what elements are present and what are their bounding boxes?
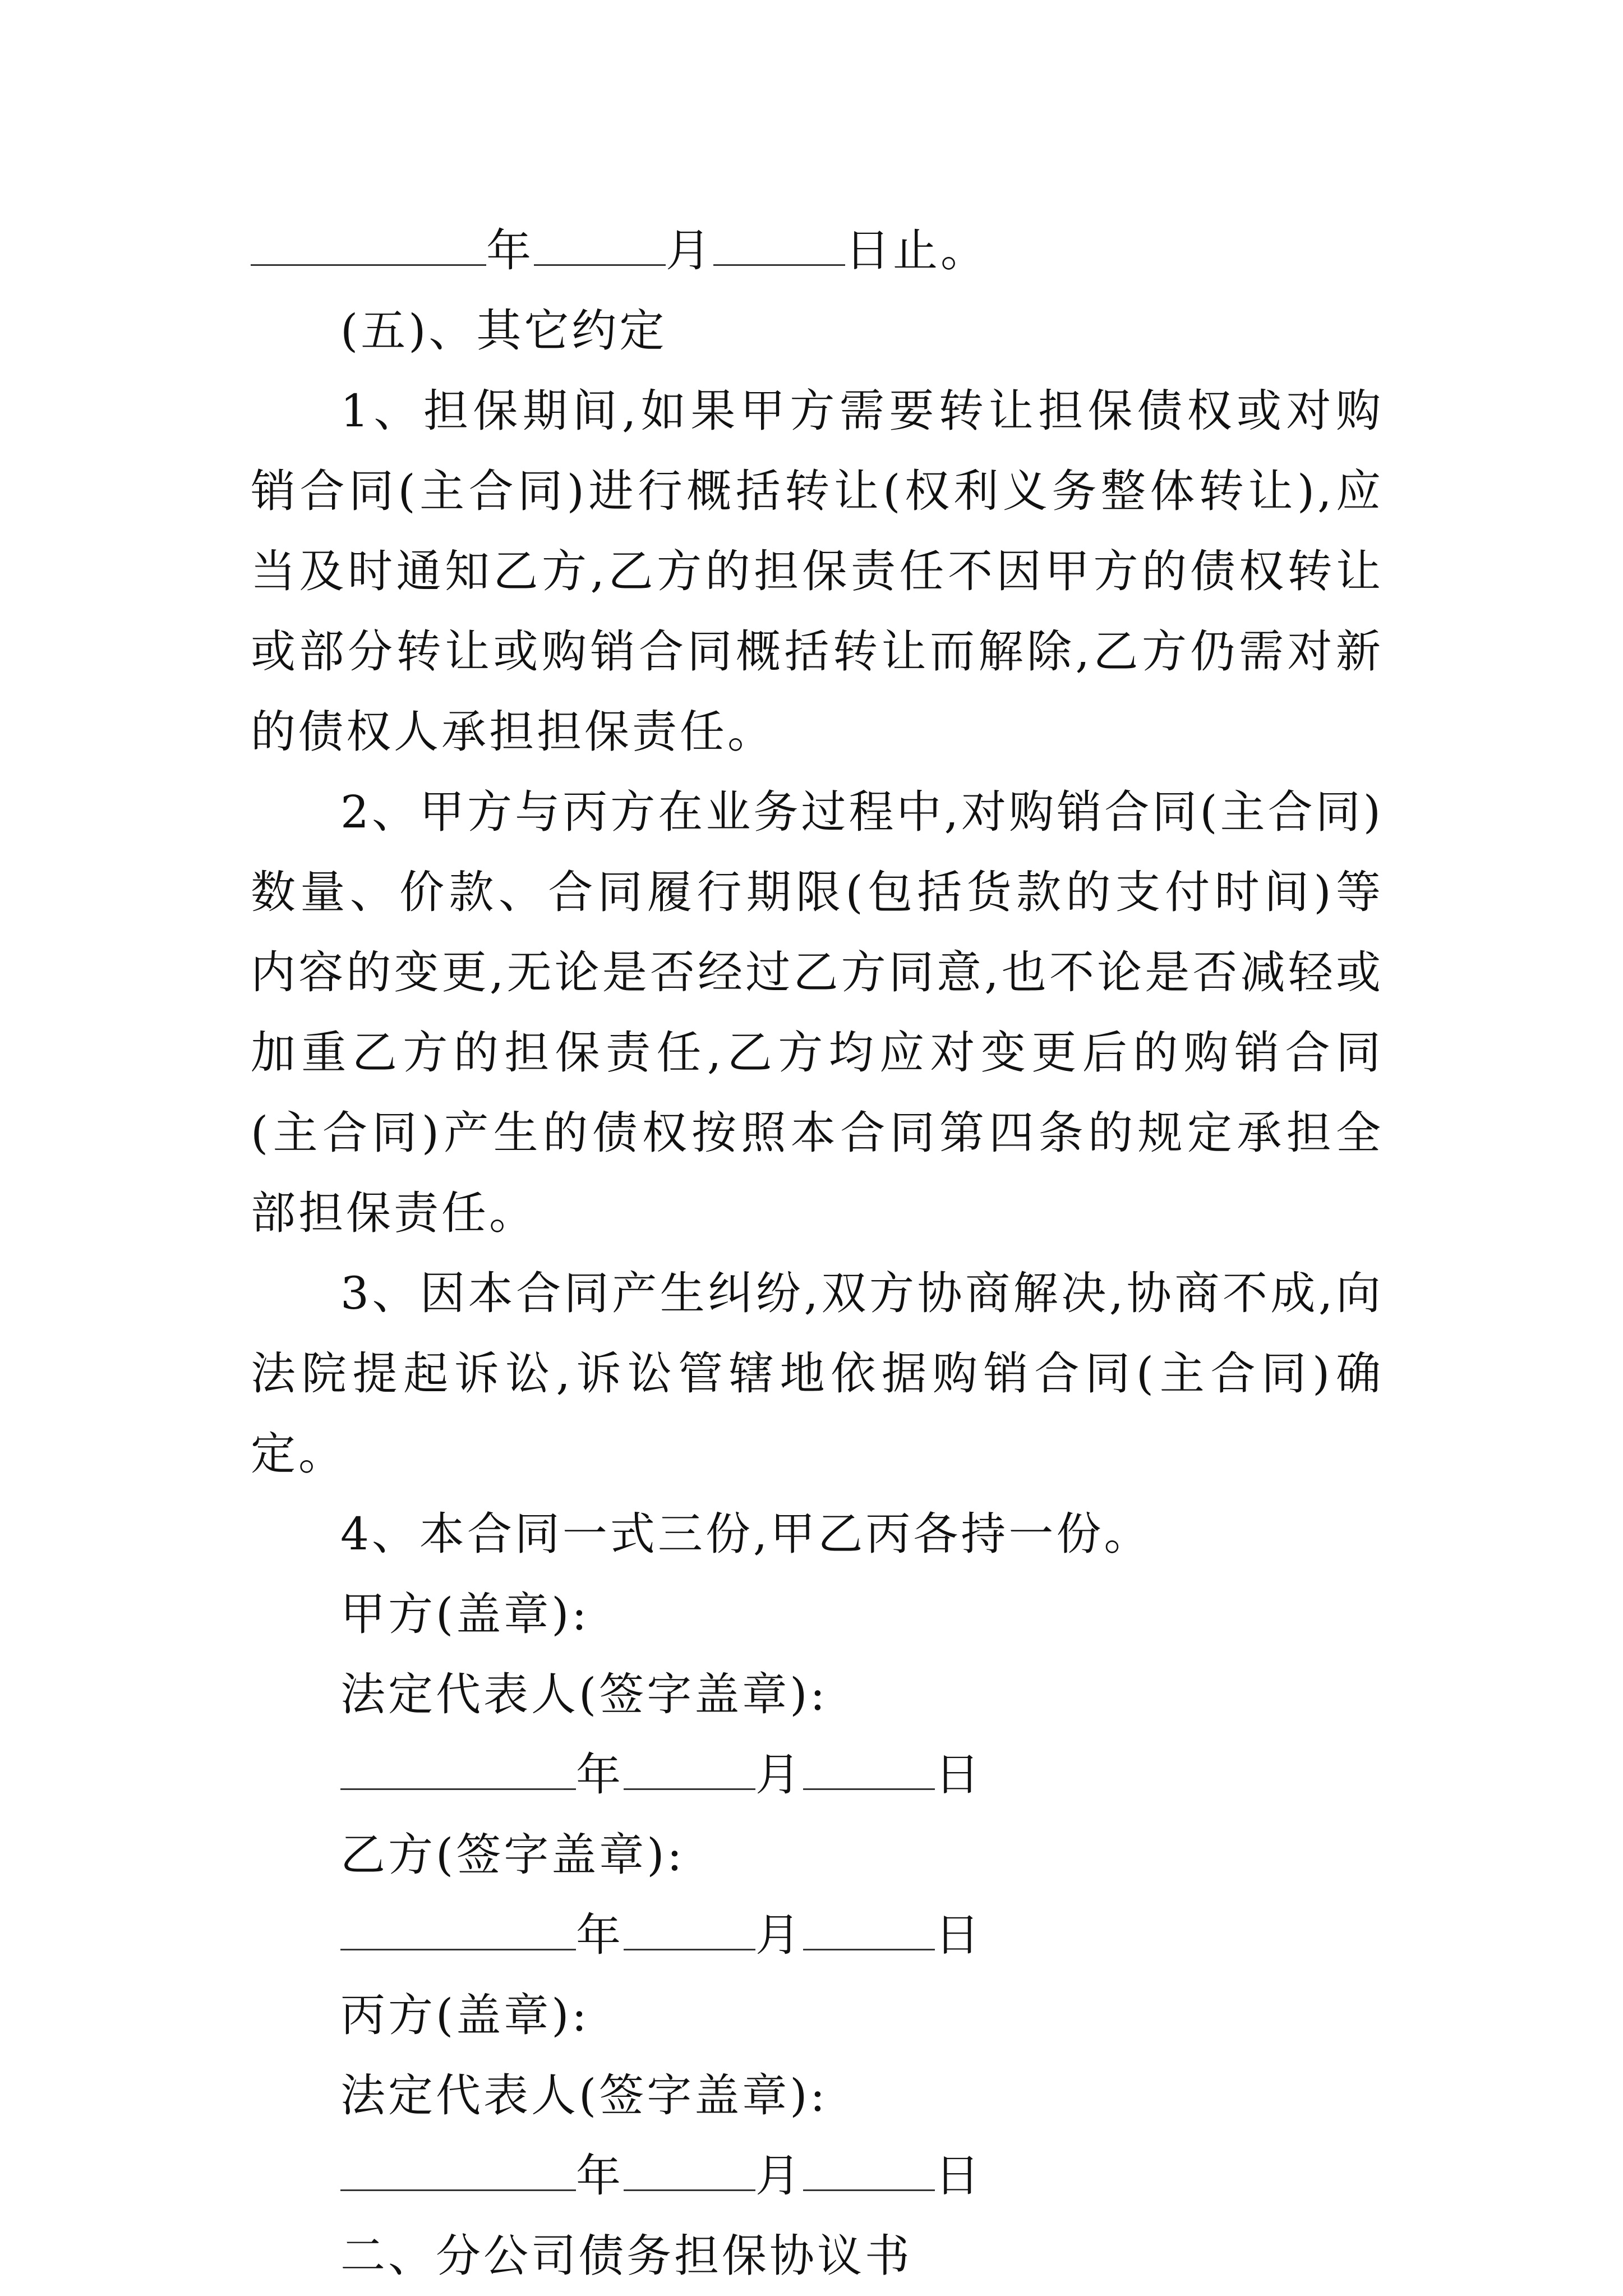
term-end-date-line [251, 210, 1384, 291]
party-a-label: 甲方(盖章): [340, 1588, 590, 1640]
clause-3: 3、因本合同产生纠纷,双方协商解决,协商不成,向法院提起诉讼,诉讼管辖地依据购销合同(主合同)确定。 [251, 1267, 1384, 1480]
next-section-title: 二、分公司债务担保协议书 [340, 2230, 912, 2282]
day-label: 日 [935, 2150, 983, 2202]
party-b-date-line [251, 1895, 1384, 1975]
day-label: 日 [935, 1909, 983, 1961]
day-blank [803, 1908, 935, 1950]
month-blank [534, 224, 666, 266]
clause-2: 2、甲方与丙方在业务过程中,对购销合同(主合同)数量、价款、合同履行期限(包括货款的支付时间)等内容的变更,无论是否经过乙方同意,也不论是否减轻或加重乙方的担保责任,乙方均应对变更后的购销合同(主合同)产生的债权按照本合同第四条的规定承担全部担保责任。 [251, 786, 1384, 1239]
party-c-label: 丙方(盖章): [340, 1989, 590, 2041]
month-label: 月 [755, 1749, 803, 1801]
party-c-rep-label: 法定代表人(签字盖章): [340, 2069, 828, 2122]
month-blank [624, 1748, 755, 1790]
party-a-date-line [251, 1734, 1384, 1815]
year-blank [251, 224, 486, 266]
year-blank [340, 2149, 576, 2191]
year-label: 年 [576, 1909, 624, 1961]
year-label: 年 [576, 1749, 624, 1801]
month-label: 月 [666, 224, 713, 277]
day-blank [803, 1748, 935, 1790]
document-body [251, 210, 1384, 2296]
clause-4: 4、本合同一式三份,甲乙丙各持一份。 [340, 1508, 1152, 1560]
month-blank [624, 2149, 755, 2191]
month-label: 月 [755, 1909, 803, 1961]
month-label: 月 [755, 2150, 803, 2202]
month-blank [624, 1908, 755, 1950]
day-blank [713, 224, 845, 266]
party-b-label: 乙方(签字盖章): [340, 1829, 685, 1881]
day-label: 日 [935, 1749, 983, 1801]
clause-1: 1、担保期间,如果甲方需要转让担保债权或对购销合同(主合同)进行概括转让(权利义务整体转让),应当及时通知乙方,乙方的担保责任不因甲方的债权转让或部分转让或购销合同概括转让而解除,乙方仍需对新的债权人承担担保责任。 [251, 385, 1384, 758]
section-heading: (五)、其它约定 [340, 305, 667, 357]
year-label: 年 [486, 224, 534, 277]
day-end-label: 日止。 [845, 224, 988, 277]
day-blank [803, 2149, 935, 2191]
year-blank [340, 1908, 576, 1950]
party-c-date-line [251, 2136, 1384, 2216]
year-label: 年 [576, 2150, 624, 2202]
party-a-rep-label: 法定代表人(签字盖章): [340, 1668, 828, 1720]
year-blank [340, 1748, 576, 1790]
